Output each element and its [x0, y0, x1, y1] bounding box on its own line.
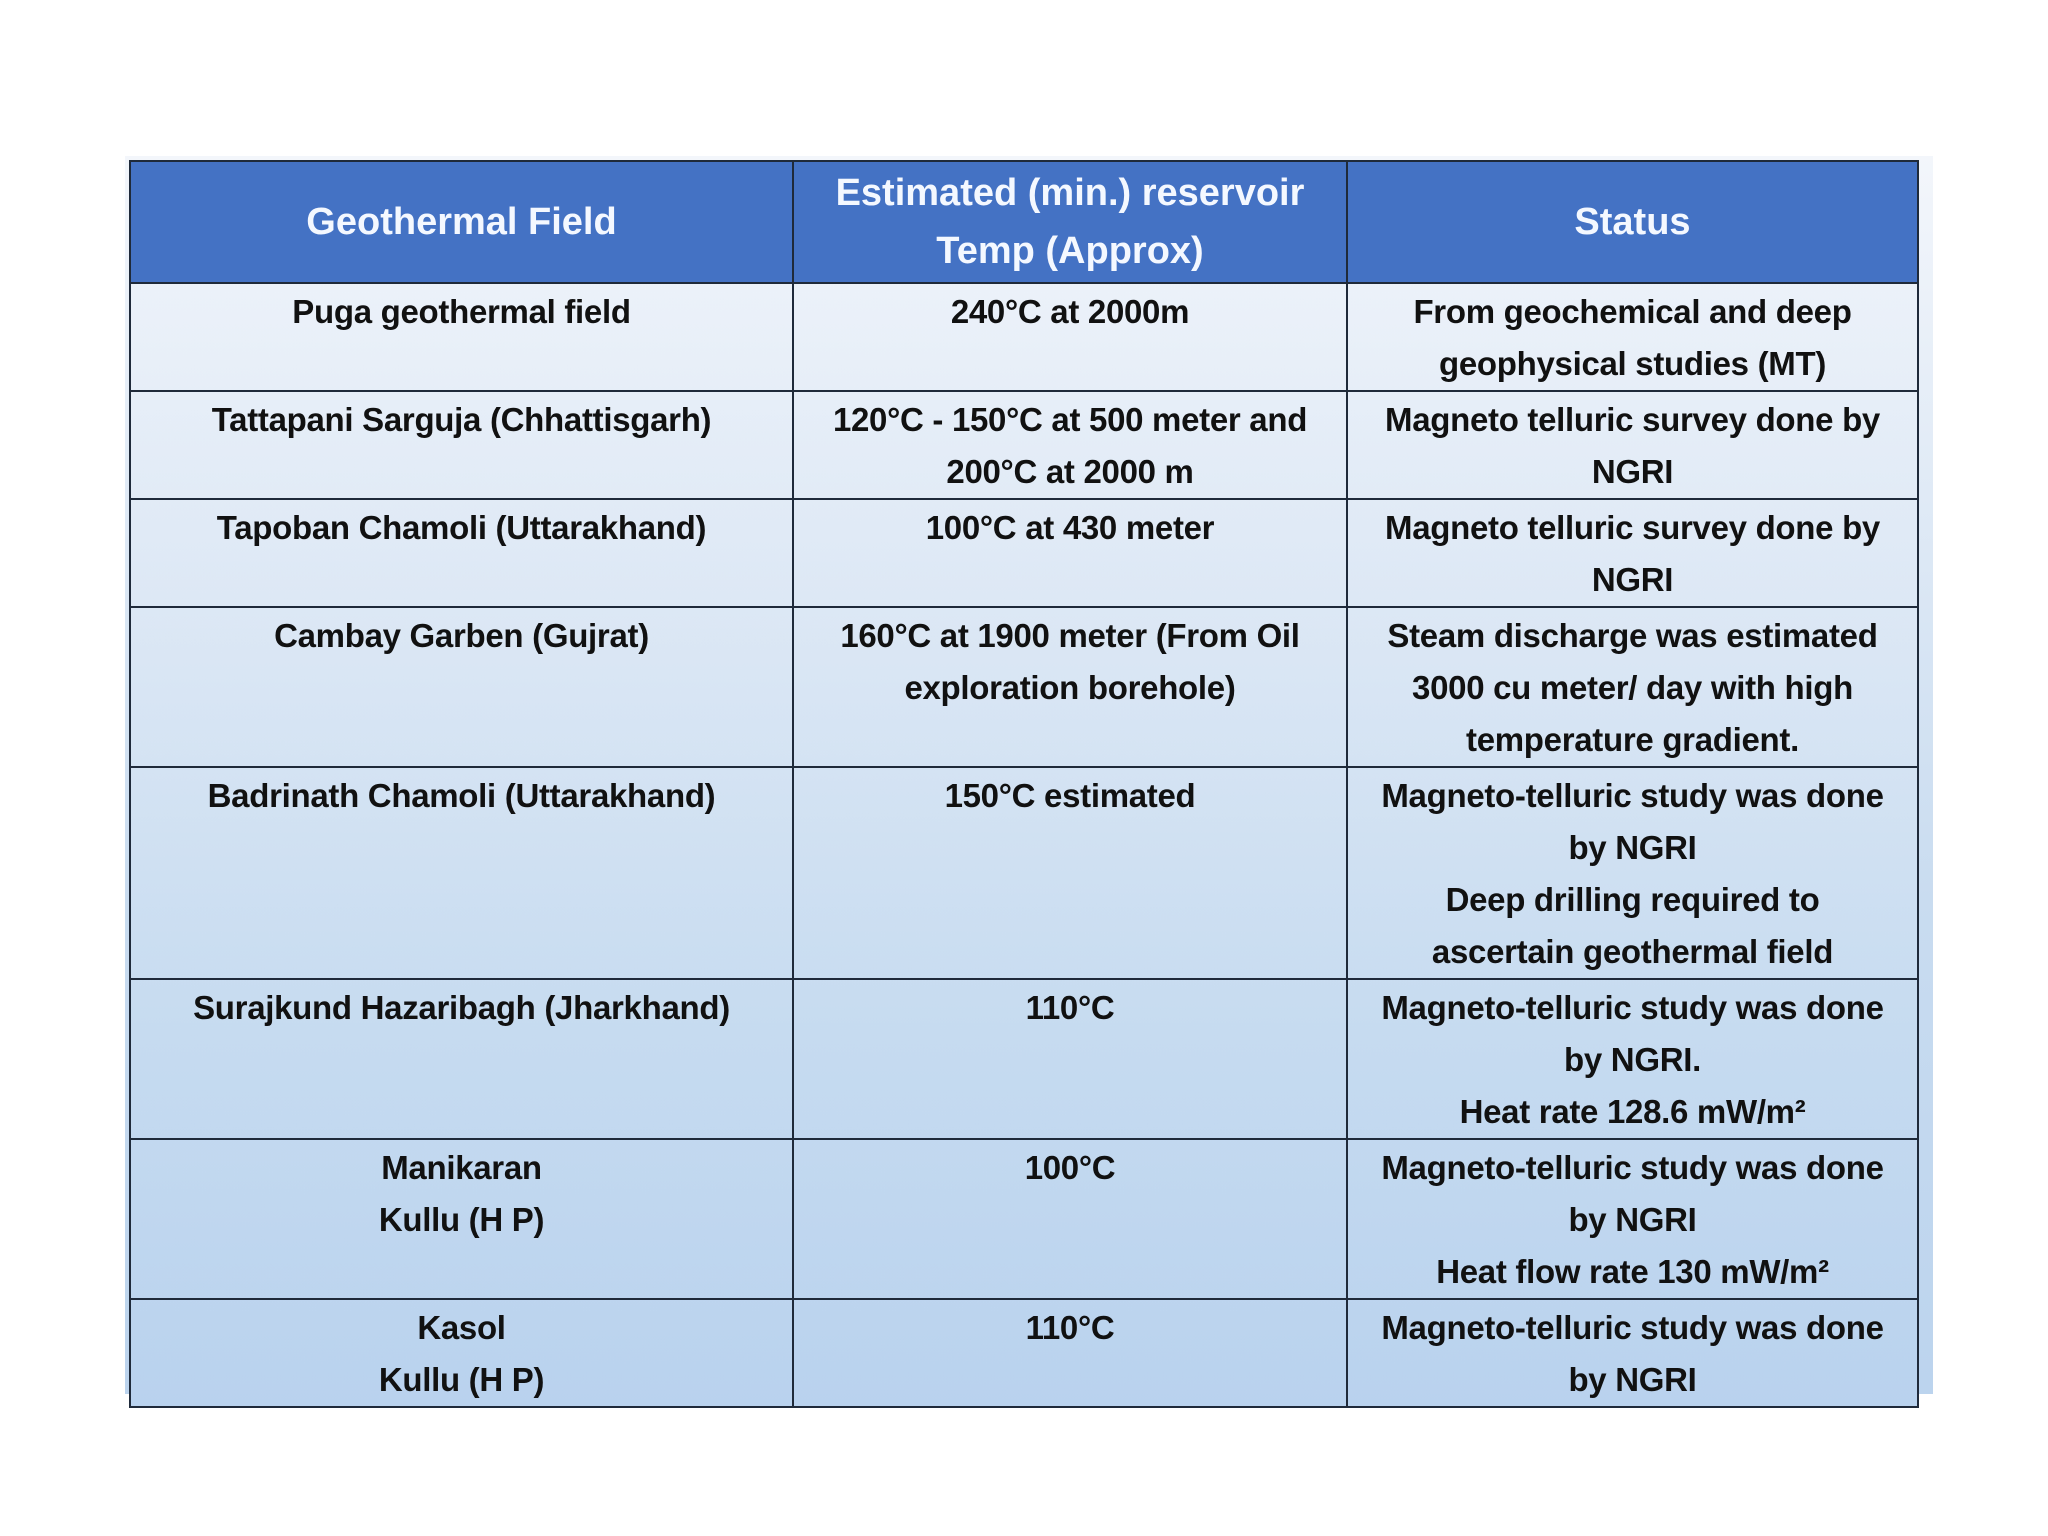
table-row [130, 391, 1918, 499]
cell-status [1347, 499, 1918, 607]
table-row [130, 767, 1918, 979]
table-row [130, 283, 1918, 391]
cell-line: 100°C at 430 meter [925, 509, 1215, 546]
cell-status [1347, 979, 1918, 1139]
cell-line: Heat rate 128.6 mW/m² [1459, 1093, 1806, 1130]
cell-line: From geochemical and deep [1413, 293, 1852, 330]
cell-line: Badrinath Chamoli (Uttarakhand) [207, 777, 716, 814]
cell-line: 120°C - 150°C at 500 meter and [832, 401, 1308, 438]
cell-line: by NGRI [1568, 1201, 1697, 1238]
cell-reservoir-temp [793, 607, 1347, 767]
cell-line: Magneto-telluric study was done [1381, 989, 1884, 1026]
cell-reservoir-temp [793, 767, 1347, 979]
cell-geothermal-field [130, 283, 793, 391]
cell-line: Kasol [417, 1309, 506, 1346]
cell-reservoir-temp [793, 499, 1347, 607]
cell-line: Tapoban Chamoli (Uttarakhand) [216, 509, 707, 546]
cell-reservoir-temp [793, 391, 1347, 499]
header-temp-line: Temp (Approx) [936, 230, 1204, 272]
cell-line: Magneto-telluric study was done [1381, 777, 1884, 814]
cell-line: NGRI [1591, 561, 1674, 598]
cell-geothermal-field [130, 391, 793, 499]
cell-geothermal-field [130, 1139, 793, 1299]
table-row [130, 499, 1918, 607]
cell-line: Magneto-telluric study was done [1381, 1309, 1884, 1346]
cell-line: 3000 cu meter/ day with high [1412, 669, 1853, 706]
cell-line: 150°C estimated [944, 777, 1196, 814]
table-row [130, 607, 1918, 767]
cell-line: Kullu (H P) [378, 1361, 545, 1398]
header-reservoir-temp [793, 161, 1347, 283]
table-row [130, 1299, 1918, 1407]
cell-status [1347, 1139, 1918, 1299]
cell-line: ascertain geothermal field [1431, 933, 1834, 970]
cell-line: by NGRI [1568, 1361, 1697, 1398]
cell-line: by NGRI [1568, 829, 1697, 866]
header-status: Status [1347, 161, 1918, 283]
cell-line: 200°C at 2000 m [946, 453, 1194, 490]
cell-line: Puga geothermal field [292, 293, 631, 330]
cell-line: Surajkund Hazaribagh (Jharkhand) [193, 989, 730, 1026]
cell-line: Steam discharge was estimated [1387, 617, 1878, 654]
cell-status [1347, 607, 1918, 767]
cell-line: NGRI [1591, 453, 1674, 490]
table-row [130, 1139, 1918, 1299]
cell-line: 100°C [1024, 1149, 1116, 1186]
cell-reservoir-temp [793, 1299, 1347, 1407]
header-temp-line: Estimated (min.) reservoir [835, 172, 1305, 214]
cell-reservoir-temp [793, 979, 1347, 1139]
table-row [130, 979, 1918, 1139]
cell-status [1347, 1299, 1918, 1407]
geothermal-fields-table [129, 160, 1919, 1408]
cell-status [1347, 767, 1918, 979]
cell-line: Magneto telluric survey done by [1385, 509, 1880, 546]
cell-geothermal-field [130, 1299, 793, 1407]
cell-line: Kullu (H P) [378, 1201, 545, 1238]
cell-line: 240°C at 2000m [950, 293, 1190, 330]
cell-geothermal-field [130, 767, 793, 979]
cell-line: temperature gradient. [1466, 721, 1799, 758]
cell-line: Deep drilling required to [1445, 881, 1820, 918]
cell-geothermal-field [130, 979, 793, 1139]
cell-reservoir-temp [793, 1139, 1347, 1299]
cell-line: 110°C [1025, 1309, 1115, 1346]
cell-line: Heat flow rate 130 mW/m² [1436, 1253, 1829, 1290]
cell-line: exploration borehole) [904, 669, 1236, 706]
cell-line: Cambay Garben (Gujrat) [274, 617, 649, 654]
cell-line: Tattapani Sarguja (Chhattisgarh) [211, 401, 712, 438]
header-geothermal-field: Geothermal Field [130, 161, 793, 283]
cell-line: Magneto telluric survey done by [1385, 401, 1880, 438]
cell-line: by NGRI. [1564, 1041, 1701, 1078]
cell-geothermal-field [130, 607, 793, 767]
cell-line: 160°C at 1900 meter (From Oil [840, 617, 1300, 654]
cell-line: 110°C [1025, 989, 1115, 1026]
cell-geothermal-field [130, 499, 793, 607]
cell-status [1347, 283, 1918, 391]
header-row [130, 161, 1918, 283]
cell-line: Manikaran [381, 1149, 542, 1186]
cell-line: Magneto-telluric study was done [1381, 1149, 1884, 1186]
cell-reservoir-temp [793, 283, 1347, 391]
cell-line: geophysical studies (MT) [1438, 345, 1827, 382]
cell-status [1347, 391, 1918, 499]
